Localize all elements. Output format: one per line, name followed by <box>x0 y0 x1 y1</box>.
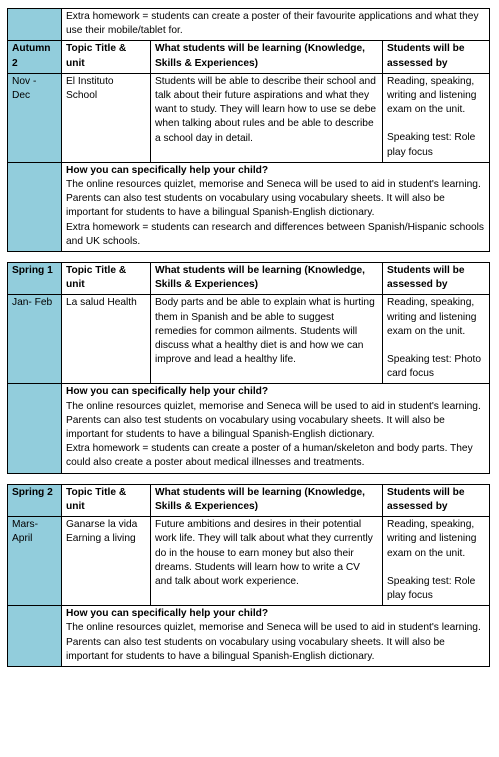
header-row-spring-1 <box>8 263 490 295</box>
header-learning: What students will be learning (Knowledge, Skills & Experiences) <box>151 263 383 295</box>
help-cell <box>62 606 490 667</box>
term-dates: Jan- Feb <box>8 295 62 384</box>
assessment-exam: Reading, speaking, writing and listening exam on the unit. <box>387 75 477 116</box>
help-homework: Extra homework = students can research and differences between Spanish/Hispanic schools and UK schools. <box>66 221 485 247</box>
help-cell <box>62 384 490 473</box>
learning-description: Body parts and be able to explain what is hurting them in Spanish and be able to suggest remedies for common ailments. Students will discuss what a healthy diet is and how we can improve and lead a healthy life. <box>151 295 383 384</box>
header-topic: Topic Title & unit <box>62 484 151 516</box>
content-row-autumn-2 <box>8 73 490 162</box>
header-row-autumn-2 <box>8 41 490 73</box>
gap-row <box>8 252 490 263</box>
assessment-exam: Reading, speaking, writing and listening exam on the unit. <box>387 519 477 559</box>
gap-cell <box>8 473 490 484</box>
term-dates: Nov - Dec <box>8 73 62 162</box>
help-title: How you can specifically help your child? <box>66 608 269 620</box>
header-learning: What students will be learning (Knowledge, Skills & Experiences) <box>151 484 383 516</box>
header-row-spring-2 <box>8 484 490 516</box>
term-dates: Mars-April <box>8 517 62 606</box>
side-cell-blank <box>8 606 62 667</box>
help-text: The online resources quizlet, memorise and Seneca will be used to aid in student's learning. Parents can also test students on vocabulary using vocabulary sheets. It will also be important for students to have a bilingual Spanish-English dictionary. <box>66 400 481 441</box>
side-cell-blank <box>8 384 62 473</box>
intro-row <box>8 9 490 41</box>
learning-description: Students will be able to describe their school and talk about their future aspirations and what they want to study. They will learn how to use se debe when talking about rules and be able to describe a school day in detail. <box>151 73 383 162</box>
topic-title: El Instituto School <box>62 73 151 162</box>
help-title: How you can specifically help your child? <box>66 164 269 176</box>
header-learning: What students will be learning (Knowledge, Skills & Experiences) <box>151 41 383 73</box>
help-row-autumn-2 <box>8 162 490 251</box>
assessment-speaking: Speaking test: Role play focus <box>387 132 476 158</box>
learning-description: Future ambitions and desires in their potential work life. They will talk about what they currently do in the house to earn money but also their dreams. Students will learn how to write a CV and talk about work experience. <box>151 517 383 606</box>
assessment-exam: Reading, speaking, writing and listening exam on the unit. <box>387 297 477 337</box>
term-label: Spring 1 <box>8 263 62 295</box>
header-topic: Topic Title & unit <box>62 263 151 295</box>
assessment-cell <box>383 295 490 384</box>
spacer <box>387 117 485 131</box>
gap-row <box>8 473 490 484</box>
header-assessed: Students will be assessed by <box>383 41 490 73</box>
side-cell-blank <box>8 162 62 251</box>
help-text: The online resources quizlet, memorise and Seneca will be used to aid in student's learning. Parents can also test students on vocabulary using vocabulary sheets. It will also be important for students to have a bilingual Spanish-English dictionary. <box>66 622 481 662</box>
gap-cell <box>8 252 490 263</box>
term-label: Spring 2 <box>8 484 62 516</box>
topic-title: Ganarse la vida Earning a living <box>62 517 151 606</box>
help-cell <box>62 162 490 251</box>
assessment-speaking: Speaking test: Role play focus <box>387 575 476 601</box>
spacer <box>387 339 485 353</box>
help-row-spring-2 <box>8 606 490 667</box>
assessment-cell <box>383 73 490 162</box>
help-title: How you can specifically help your child? <box>66 386 269 398</box>
content-row-spring-1 <box>8 295 490 384</box>
content-row-spring-2 <box>8 517 490 606</box>
help-homework: Extra homework = students can create a poster of a human/skeleton and body parts. They could also create a poster about medical illnesses and treatments. <box>66 443 473 469</box>
spacer <box>387 561 485 575</box>
intro-homework: Extra homework = students can create a poster of their favourite applications and what they use their mobile/tablet for. <box>62 9 490 41</box>
assessment-cell <box>383 517 490 606</box>
help-row-spring-1 <box>8 384 490 473</box>
header-assessed: Students will be assessed by <box>383 484 490 516</box>
term-label: Autumn 2 <box>8 41 62 73</box>
header-topic: Topic Title & unit <box>62 41 151 73</box>
assessment-speaking: Speaking test: Photo card focus <box>387 354 482 380</box>
side-cell-blank <box>8 9 62 41</box>
help-text: The online resources quizlet, memorise and Seneca will be used to aid in student's learning. Parents can also test students on vocabulary using vocabulary sheets. It will also be important for students to have a bilingual Spanish-English dictionary. <box>66 179 481 219</box>
curriculum-table <box>7 8 490 667</box>
topic-title: La salud Health <box>62 295 151 384</box>
header-assessed: Students will be assessed by <box>383 263 490 295</box>
